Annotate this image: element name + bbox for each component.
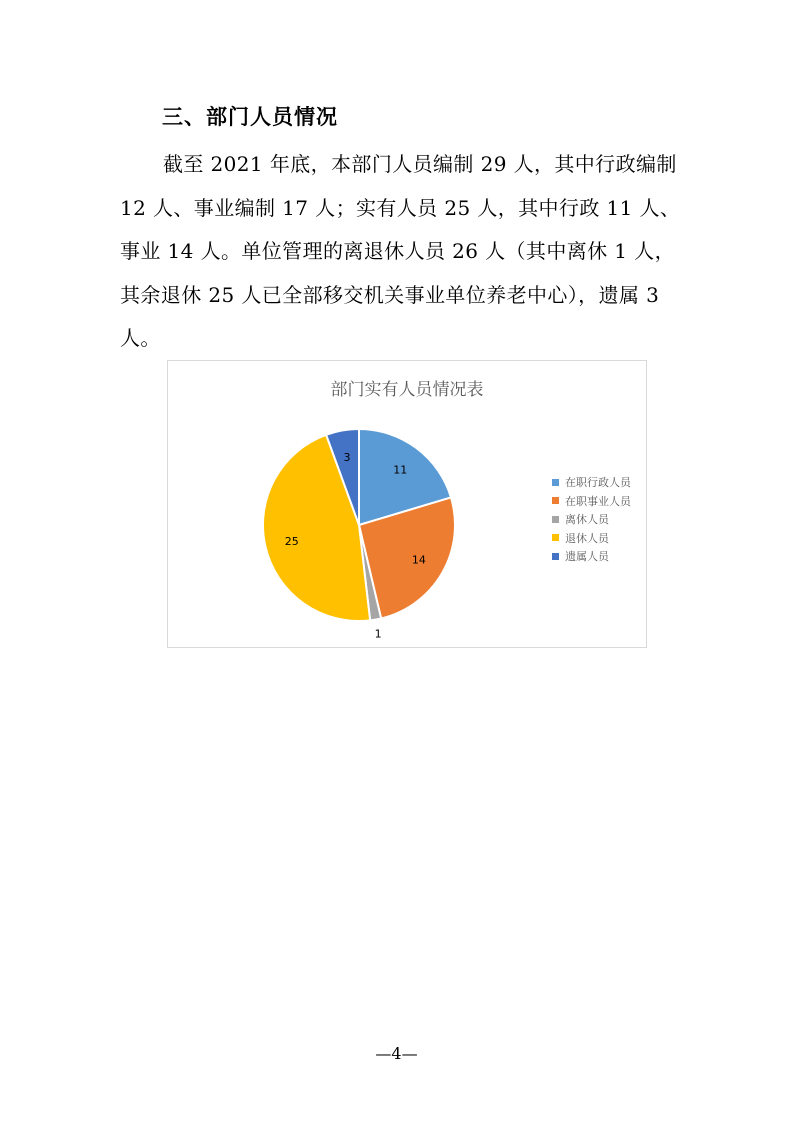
pie-data-label: 25 [284,534,299,548]
pie-data-label: 1 [374,627,382,641]
legend-swatch [552,497,559,504]
legend-label: 离休人员 [565,513,609,527]
legend-label: 退休人员 [565,531,609,545]
pie-data-label: 3 [343,450,351,464]
paragraph-line: 截至 2021 年底，本部门人员编制 29 人，其中行政编制 [163,152,677,176]
body-paragraph [120,143,682,361]
legend-swatch [552,553,559,560]
legend-label: 在职事业人员 [565,494,631,508]
pie-data-label: 11 [393,463,408,477]
legend-item [552,529,631,548]
legend-item [552,547,631,566]
paragraph-line: 其余退休 25 人已全部移交机关事业单位养老中心），遗属 3 [120,282,660,307]
legend-swatch [552,534,559,541]
pie-chart [167,360,647,648]
page-number: —4— [375,1044,418,1063]
legend-swatch [552,516,559,523]
paragraph-line: 人。 [120,326,161,350]
paragraph-line: 12 人、事业编制 17 人；实有人员 25 人，其中行政 11 人、 [120,195,681,220]
paragraph-line: 事业 14 人。单位管理的离退休人员 26 人（其中离休 1 人， [120,239,675,263]
chart-legend [552,473,631,566]
legend-item [552,473,631,492]
legend-label: 在职行政人员 [565,476,631,490]
legend-item [552,492,631,511]
pie-data-label: 14 [411,553,426,567]
legend-item [552,510,631,529]
section-heading: 三、部门人员情况 [162,105,338,129]
chart-title: 部门实有人员情况表 [330,380,484,400]
legend-label: 遗属人员 [565,550,609,564]
legend-swatch [552,479,559,486]
